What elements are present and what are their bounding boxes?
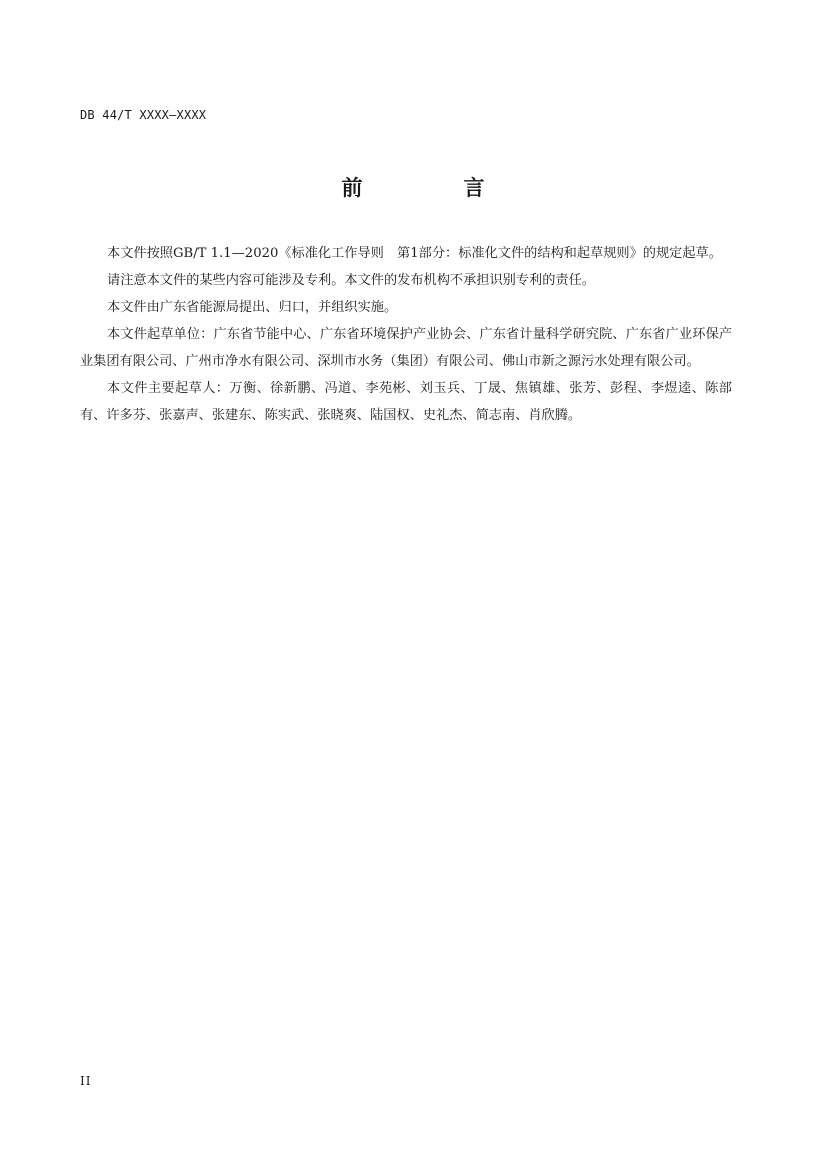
paragraph-patent-notice: 请注意本文件的某些内容可能涉及专利。本文件的发布机构不承担识别专利的责任。 — [107, 273, 595, 288]
paragraph-drafters: 本文件主要起草人：万衡、徐新鹏、冯道、李苑彬、刘玉兵、丁晟、焦镇雄、张芳、彭程、李煜逵、陈部有、许多芬、张嘉声、张建东、陈实武、张晓爽、陆国权、史礼杰、简志南、肖欣腾。 — [80, 381, 732, 423]
page-title: 前 言 — [341, 176, 525, 200]
paragraph-proposer: 本文件由广东省能源局提出、归口，并组织实施。 — [107, 300, 398, 315]
foreword-body — [80, 240, 732, 429]
page-number: II — [80, 1074, 92, 1088]
paragraph-drafting-units: 本文件起草单位：广东省节能中心、广东省环境保护产业协会、广东省计量科学研究院、广东省广业环保产业集团有限公司、广州市净水有限公司、深圳市水务（集团）有限公司、佛山市新之源污水处理有限公司。 — [80, 327, 732, 369]
paragraph-drafting-rules: 本文件按照GB/T 1.1—2020《标准化工作导则 第1部分：标准化文件的结构和起草规则》的规定起草。 — [107, 246, 722, 261]
standard-number-header: DB 44/T XXXX—XXXX — [80, 108, 207, 122]
